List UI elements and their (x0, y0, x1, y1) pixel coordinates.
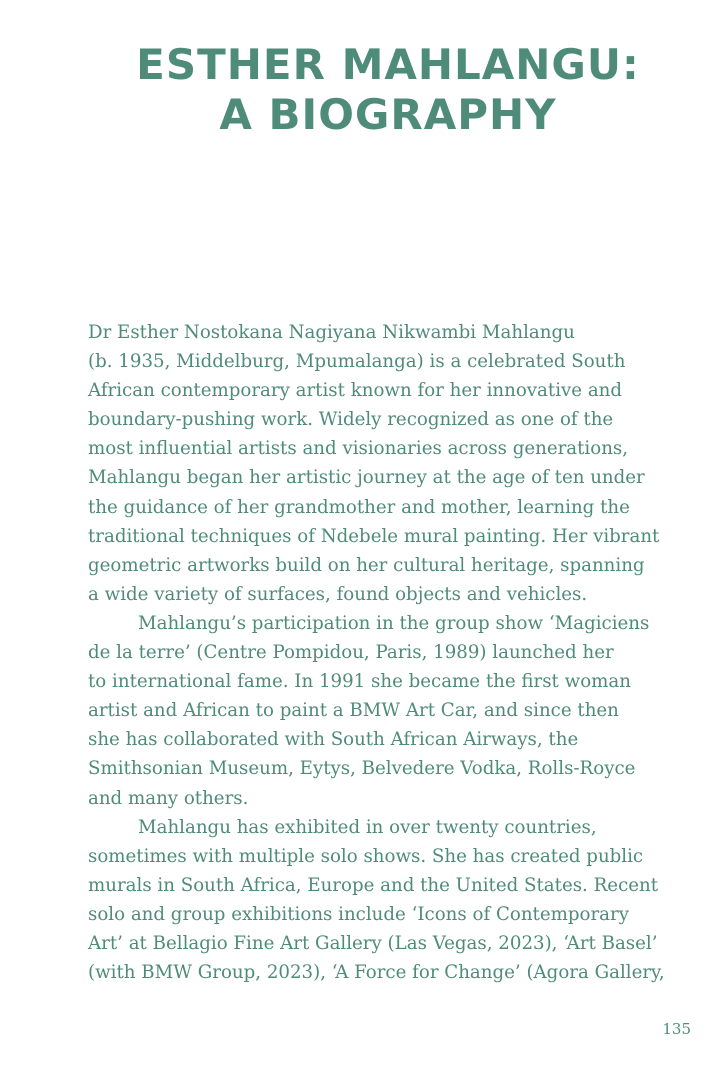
text-line: (with BMW Group, 2023), ‘A Force for Change’ (Agora Gallery, (88, 962, 665, 984)
text-line: sometimes with multiple solo shows. She has created public (88, 845, 644, 867)
text-line: geometric artworks build on her cultural heritage, spanning (88, 554, 645, 576)
biography-text (88, 318, 708, 987)
text-line: solo and group exhibitions include ‘Icons of Contemporary (88, 903, 629, 925)
text-line: Art’ at Bellagio Fine Art Gallery (Las Vegas, 2023), ‘Art Basel’ (88, 932, 658, 954)
text-line: boundary-pushing work. Widely recognized as one of the (88, 409, 614, 431)
text-line: Smithsonian Museum, Eytys, Belvedere Vodka, Rolls-Royce (88, 758, 636, 780)
text-line: most influential artists and visionaries across generations, (88, 438, 629, 460)
text-line: de la terre’ (Centre Pompidou, Paris, 1989) launched her (88, 642, 614, 664)
text-line: to international fame. In 1991 she became the first woman (88, 671, 631, 693)
text-line: Mahlangu began her artistic journey at the age of ten under (88, 467, 645, 489)
text-line: a wide variety of surfaces, found objects and vehicles. (88, 583, 588, 605)
text-line: and many others. (88, 787, 249, 809)
text-line: she has collaborated with South African Airways, the (88, 729, 579, 751)
title-line-1: ESTHER MAHLANGU: (136, 40, 640, 89)
text-line: murals in South Africa, Europe and the United States. Recent (88, 874, 659, 896)
page-title (0, 40, 720, 140)
page-number: 135 (662, 1020, 691, 1038)
text-line: African contemporary artist known for her innovative and (88, 380, 623, 402)
paragraph-start-line: Mahlangu has exhibited in over twenty countries, (138, 816, 597, 838)
text-line: the guidance of her grandmother and mother, learning the (88, 496, 630, 518)
text-line: traditional techniques of Ndebele mural painting. Her vibrant (88, 525, 660, 547)
text-line: (b. 1935, Middelburg, Mpumalanga) is a celebrated South (88, 351, 626, 373)
paragraph-start-line: Mahlangu’s participation in the group show ‘Magiciens (138, 612, 650, 634)
text-line: Dr Esther Nostokana Nagiyana Nikwambi Mahlangu (88, 322, 575, 343)
text-line: artist and African to paint a BMW Art Car, and since then (88, 700, 619, 722)
title-line-2: A BIOGRAPHY (219, 90, 557, 139)
